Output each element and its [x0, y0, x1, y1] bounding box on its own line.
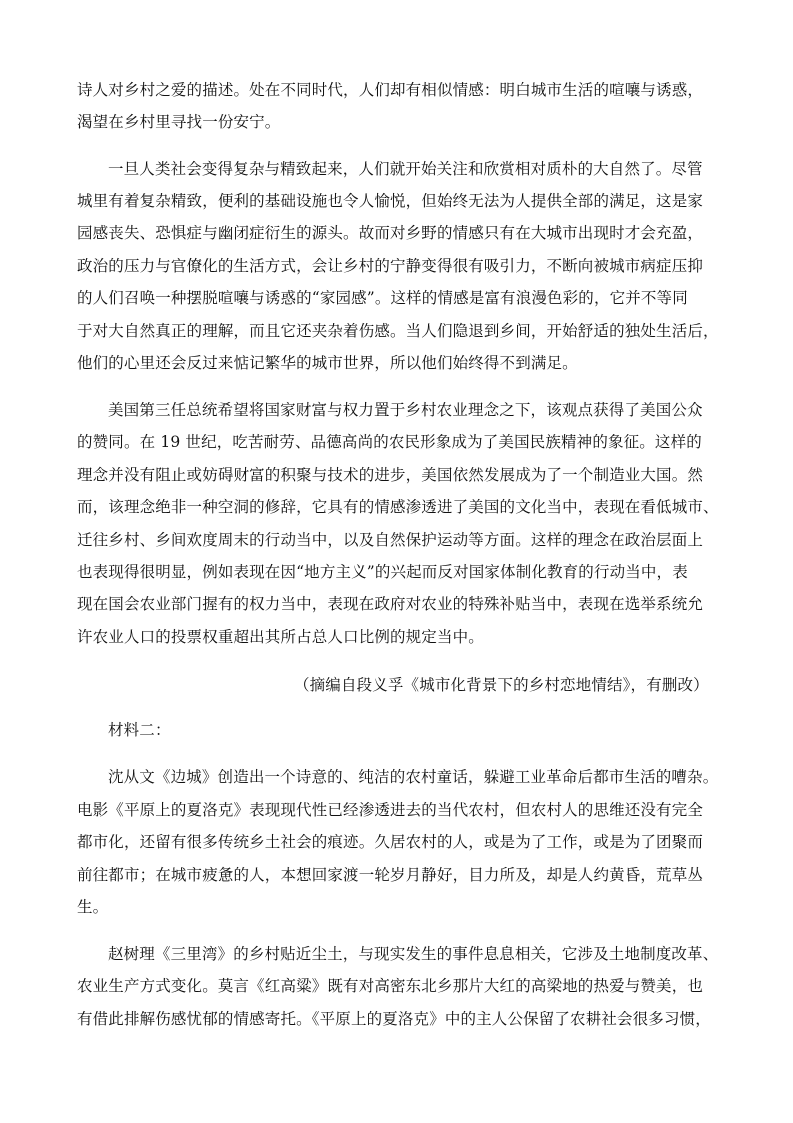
paragraph-start-line: 一旦人类社会变得复杂与精致起来，人们就开始关注和欣赏相对质朴的大自然了。尽管: [108, 160, 703, 178]
source-citation: （摘编自段义孚《城市化背景下的乡村恋地情结》，有删改）: [294, 676, 709, 694]
text-line: 诗人对乡村之爱的描述。处在不同时代，人们却有相似情感：明白城市生活的喧嚷与诱惑，: [77, 81, 704, 99]
text-line: 城里有着复杂精致，便利的基础设施也令人愉悦，但始终无法为人提供全部的满足，这是家: [77, 192, 704, 210]
text-line: 于对大自然真正的理解，而且它还夹杂着伤感。当人们隐退到乡间，开始舒适的独处生活后，: [77, 322, 719, 340]
paragraph-start-line: 沈从文《边城》创造出一个诗意的、纯洁的农村童话，躲避工业革命后都市生活的嘈杂。: [108, 768, 719, 786]
text-line: 有借此排解伤感忧郁的情感寄托。《平原上的夏洛克》中的主人公保留了农耕社会很多习惯，: [77, 1010, 711, 1028]
text-line: 渴望在乡村里寻找一份安宁。: [77, 113, 281, 131]
paragraph-start-line: 赵树理《三里湾》的乡村贴近尘土，与现实发生的事件息息相关，它涉及土地制度改革、: [108, 945, 719, 963]
text-line: 电影《平原上的夏洛克》表现现代性已经渗透进去的当代农村，但农村人的思维还没有完全: [77, 801, 704, 819]
text-line: 现在国会农业部门握有的权力当中，表现在政府对农业的特殊补贴当中，表现在选举系统允: [77, 595, 704, 613]
text-line: 都市化，还留有很多传统乡土社会的痕迹。久居农村的人，或是为了工作，或是为了团聚而: [77, 833, 704, 851]
text-line: 许农业人口的投票权重超出其所占总人口比例的规定当中。: [77, 628, 484, 646]
text-line: 的人们召唤一种摆脱喧嚷与诱惑的“家园感”。这样的情感是富有浪漫色彩的，它并不等同: [77, 289, 688, 307]
text-line: 他们的心里还会反过来惦记繁华的城市世界，所以他们始终得不到满足。: [77, 354, 578, 372]
text-line: 农业生产方式变化。莫言《红高粱》既有对高密东北乡那片大红的高梁地的热爱与赞美，也: [77, 977, 704, 995]
text-line: 迁往乡村、乡间欢度周末的行动当中，以及自然保护运动等方面。这样的理念在政治层面上: [77, 531, 704, 549]
text-line: 园感丧失、恐惧症与幽闭症衍生的源头。故而对乡野的情感只有在大城市出现时才会充盈，: [77, 224, 704, 242]
text-line: 的赞同。在 19 世纪，吃苦耐劳、品德高尚的农民形象成为了美国民族精神的象征。这样的: [77, 433, 702, 451]
text-line: 政治的压力与官僚化的生活方式，会让乡村的宁静变得很有吸引力，不断向被城市病症压抑: [77, 257, 704, 275]
text-line: 前往都市；在城市疲惫的人，本想回家渡一轮岁月静好，目力所及，却是人约黄昏，荒草丛: [77, 866, 704, 884]
text-line: 而，该理念绝非一种空洞的修辞，它具有的情感渗透进了美国的文化当中，表现在看低城市、: [77, 498, 719, 516]
text-line: 也表现得很明显，例如表现在因“地方主义”的兴起而反对国家体制化教育的行动当中，表: [77, 563, 688, 581]
paragraph-start-line: 美国第三任总统希望将国家财富与权力置于乡村农业理念之下，该观点获得了美国公众: [108, 401, 703, 419]
text-line: 生。: [77, 898, 109, 916]
text-line: 理念并没有阻止或妨碍财富的积聚与技术的进步，美国依然发展成为了一个制造业大国。然: [77, 466, 704, 484]
section-heading: 材料二：: [108, 721, 171, 739]
